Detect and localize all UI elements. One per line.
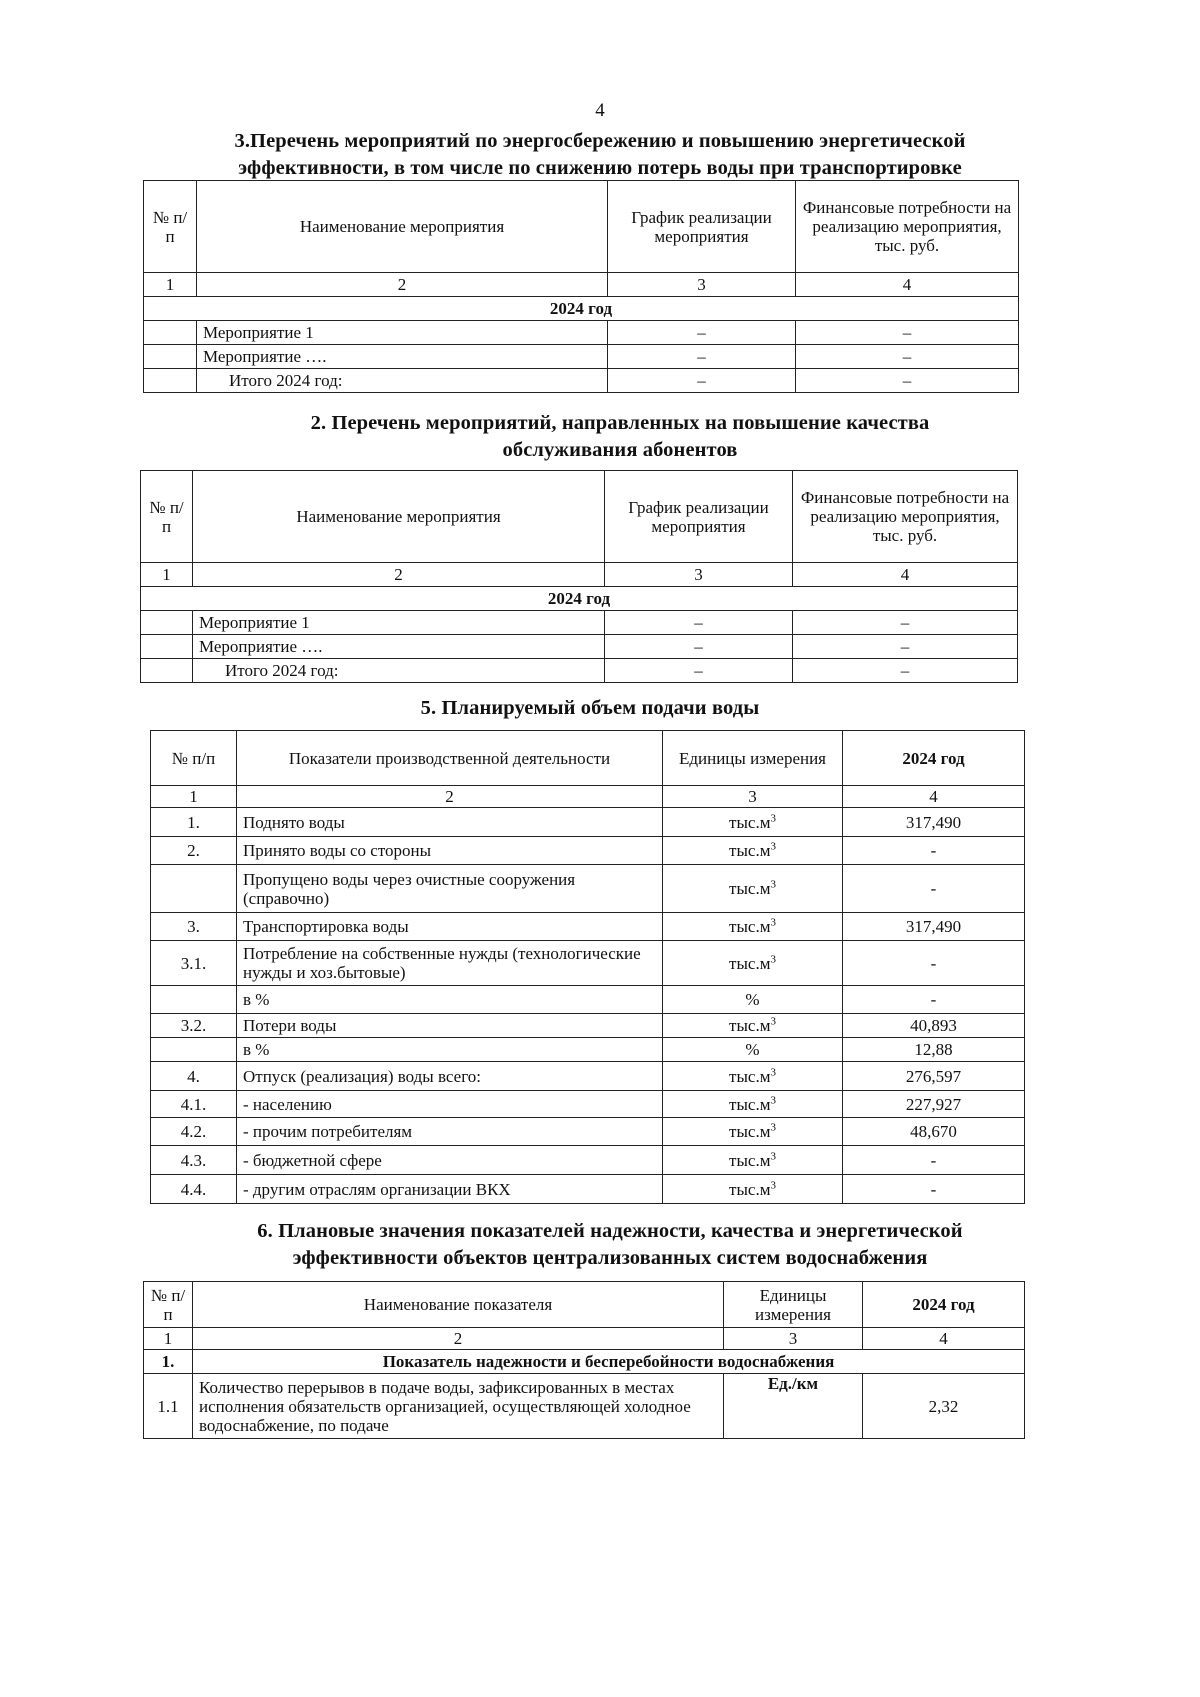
row-number: 4. xyxy=(151,1062,237,1091)
table-row xyxy=(144,369,1019,393)
section5-title: 5. Планируемый объем подачи воды xyxy=(420,697,760,719)
row-unit xyxy=(663,1146,843,1175)
row-unit xyxy=(663,941,843,986)
row-unit xyxy=(663,865,843,913)
header-row xyxy=(151,731,1025,786)
column-number: 2 xyxy=(193,1328,724,1350)
column-number: 4 xyxy=(843,786,1025,808)
column-number: 1 xyxy=(141,563,193,587)
row-schedule: – xyxy=(605,611,793,635)
header-col4: 2024 год xyxy=(843,731,1025,786)
row-unit xyxy=(663,1091,843,1118)
table-row xyxy=(151,1091,1025,1118)
column-number: 3 xyxy=(605,563,793,587)
table-row xyxy=(151,913,1025,941)
table-row xyxy=(144,1374,1025,1439)
unit-base: тыс.м xyxy=(729,879,771,898)
unit-base: тыс.м xyxy=(729,1122,771,1141)
unit-base: тыс.м xyxy=(729,812,771,832)
row-indicator-name: - населению xyxy=(237,1091,663,1118)
table-row xyxy=(151,808,1025,837)
unit-superscript: 3 xyxy=(770,1121,776,1134)
row-finance: – xyxy=(796,369,1019,393)
section3-title xyxy=(150,128,1050,182)
table-row xyxy=(144,345,1019,369)
row-number: 2. xyxy=(151,837,237,865)
row-indicator-name: в % xyxy=(237,986,663,1014)
row-name: Мероприятие …. xyxy=(197,345,608,369)
table-row xyxy=(141,611,1018,635)
header-row xyxy=(144,1282,1025,1328)
column-number: 1 xyxy=(144,1328,193,1350)
row-value: 12,88 xyxy=(843,1038,1025,1062)
header-number: № п/п xyxy=(144,181,197,273)
row-name: Итого 2024 год: xyxy=(197,369,608,393)
unit-superscript: 3 xyxy=(770,1149,776,1162)
row-indicator-name: Отпуск (реализация) воды всего: xyxy=(237,1062,663,1091)
unit-base: тыс.м xyxy=(729,1094,771,1114)
row-value: - xyxy=(843,1146,1025,1175)
row-value: - xyxy=(843,941,1025,986)
row-value: 317,490 xyxy=(843,808,1025,837)
row-value: 317,490 xyxy=(843,913,1025,941)
table-row xyxy=(151,1146,1025,1175)
row-value: - xyxy=(843,986,1025,1014)
table-row xyxy=(141,635,1018,659)
row-number: 4.2. xyxy=(151,1118,237,1146)
header-name: Наименование мероприятия xyxy=(197,181,608,273)
unit-superscript: 3 xyxy=(770,1015,776,1028)
row-schedule: – xyxy=(608,345,796,369)
section3-title-line2: эффективности, в том числе по снижению потерь воды при транспортировке xyxy=(238,157,962,179)
row-number: 3.1. xyxy=(151,941,237,986)
column-number: 2 xyxy=(197,273,608,297)
row-number xyxy=(144,321,197,345)
table-row xyxy=(151,941,1025,986)
row-unit xyxy=(663,837,843,865)
column-number: 4 xyxy=(796,273,1019,297)
row-unit xyxy=(663,913,843,941)
row-indicator-name: Потери воды xyxy=(237,1014,663,1038)
section6-table xyxy=(143,1281,1025,1439)
row-number xyxy=(151,865,237,913)
row-value: - xyxy=(843,837,1025,865)
unit-base: тыс.м xyxy=(729,1179,771,1199)
row-number xyxy=(144,345,197,369)
section6-title-line1: 6. Плановые значения показателей надежности, качества и энергетической xyxy=(257,1220,963,1242)
unit-superscript: 3 xyxy=(770,952,776,965)
header-row xyxy=(144,181,1019,273)
row-indicator-name: Количество перерывов в подаче воды, зафиксированных в местах исполнения обязательств организацией, осуществляющей холодное водоснабжение, по подаче xyxy=(193,1374,724,1439)
unit-base: тыс.м xyxy=(729,1016,771,1035)
row-schedule: – xyxy=(608,321,796,345)
column-number: 2 xyxy=(193,563,605,587)
section2-table xyxy=(140,470,1018,683)
row-number: 1. xyxy=(151,808,237,837)
row-value: 48,670 xyxy=(843,1118,1025,1146)
unit-superscript: 3 xyxy=(770,811,776,824)
section6-title xyxy=(160,1218,1060,1272)
year-label: 2024 год xyxy=(141,587,1018,611)
header-col3: Единицы измерения xyxy=(663,731,843,786)
unit-superscript: 3 xyxy=(770,1178,776,1191)
row-indicator-name: Поднято воды xyxy=(237,808,663,837)
unit-superscript: 3 xyxy=(770,1093,776,1106)
row-value: 276,597 xyxy=(843,1062,1025,1091)
group-number: 1. xyxy=(144,1350,193,1374)
group-name: Показатель надежности и бесперебойности водоснабжения xyxy=(193,1350,1025,1374)
header-number: № п/п xyxy=(144,1282,193,1328)
header-col4: Финансовые потребности на реализацию мероприятия, тыс. руб. xyxy=(796,181,1019,273)
table-row xyxy=(141,659,1018,683)
section2-title-line2: обслуживания абонентов xyxy=(502,439,738,461)
row-unit xyxy=(663,1175,843,1204)
table-row xyxy=(144,321,1019,345)
table-row xyxy=(151,1062,1025,1091)
table-row xyxy=(151,1038,1025,1062)
row-indicator-name: Принято воды со стороны xyxy=(237,837,663,865)
unit-base: тыс.м xyxy=(729,953,771,973)
row-value: 227,927 xyxy=(843,1091,1025,1118)
unit-superscript: 3 xyxy=(770,1065,776,1078)
section2-title-line1: 2. Перечень мероприятий, направленных на повышение качества xyxy=(310,412,930,434)
section2-title xyxy=(170,410,1070,464)
row-unit: % xyxy=(663,986,843,1014)
row-value: 2,32 xyxy=(863,1374,1025,1439)
row-number: 3.2. xyxy=(151,1014,237,1038)
column-numbers-row xyxy=(144,273,1019,297)
header-row xyxy=(141,471,1018,563)
section5-table xyxy=(150,730,1025,1204)
row-unit xyxy=(663,1118,843,1146)
row-schedule: – xyxy=(608,369,796,393)
column-number: 1 xyxy=(151,786,237,808)
unit-superscript: 3 xyxy=(770,878,776,891)
row-name: Итого 2024 год: xyxy=(193,659,605,683)
unit-superscript: 3 xyxy=(770,840,776,853)
column-number: 2 xyxy=(237,786,663,808)
row-number: 4.3. xyxy=(151,1146,237,1175)
row-number xyxy=(151,1038,237,1062)
section6-title-line2: эффективности объектов централизованных систем водоснабжения xyxy=(292,1247,928,1269)
table-row xyxy=(151,865,1025,913)
header-col3: График реализации мероприятия xyxy=(605,471,793,563)
column-numbers-row xyxy=(144,1328,1025,1350)
header-number: № п/п xyxy=(151,731,237,786)
row-finance: – xyxy=(793,659,1018,683)
row-name: Мероприятие …. xyxy=(193,635,605,659)
row-schedule: – xyxy=(605,635,793,659)
table-row xyxy=(151,986,1025,1014)
row-indicator-name: Потребление на собственные нужды (технологические нужды и хоз.бытовые) xyxy=(237,941,663,986)
row-indicator-name: - прочим потребителям xyxy=(237,1118,663,1146)
row-number: 3. xyxy=(151,913,237,941)
table-row xyxy=(151,837,1025,865)
header-name: Наименование мероприятия xyxy=(193,471,605,563)
header-name: Наименование показателя xyxy=(193,1282,724,1328)
row-schedule: – xyxy=(605,659,793,683)
row-number: 4.4. xyxy=(151,1175,237,1204)
page-number: 4 xyxy=(595,100,605,121)
header-col3: Единицы измерения xyxy=(724,1282,863,1328)
row-indicator-name: Пропущено воды через очистные сооружения (справочно) xyxy=(237,865,663,913)
header-col4: 2024 год xyxy=(863,1282,1025,1328)
row-finance: – xyxy=(793,611,1018,635)
column-number: 4 xyxy=(863,1328,1025,1350)
row-unit: Ед./км xyxy=(724,1374,863,1439)
table-row xyxy=(151,1175,1025,1204)
row-value: - xyxy=(843,865,1025,913)
header-col4: Финансовые потребности на реализацию мероприятия, тыс. руб. xyxy=(793,471,1018,563)
row-indicator-name: Транспортировка воды xyxy=(237,913,663,941)
group-row xyxy=(144,1350,1025,1374)
unit-base: тыс.м xyxy=(729,1066,771,1086)
year-label: 2024 год xyxy=(144,297,1019,321)
section3-table xyxy=(143,180,1019,393)
header-name: Показатели производственной деятельности xyxy=(237,731,663,786)
column-number: 3 xyxy=(608,273,796,297)
row-finance: – xyxy=(793,635,1018,659)
row-value: 40,893 xyxy=(843,1014,1025,1038)
row-indicator-name: в % xyxy=(237,1038,663,1062)
row-number: 1.1 xyxy=(144,1374,193,1439)
column-numbers-row xyxy=(151,786,1025,808)
row-unit xyxy=(663,1014,843,1038)
unit-superscript: 3 xyxy=(770,916,776,929)
row-name: Мероприятие 1 xyxy=(193,611,605,635)
table-row xyxy=(151,1118,1025,1146)
row-number xyxy=(141,611,193,635)
row-number: 4.1. xyxy=(151,1091,237,1118)
row-value: - xyxy=(843,1175,1025,1204)
section3-title-line1: 3.Перечень мероприятий по энергосбережению и повышению энергетической xyxy=(234,130,966,152)
column-number: 3 xyxy=(724,1328,863,1350)
table-row xyxy=(151,1014,1025,1038)
row-number xyxy=(151,986,237,1014)
unit-base: тыс.м xyxy=(729,1150,771,1170)
header-col3: График реализации мероприятия xyxy=(608,181,796,273)
row-unit: % xyxy=(663,1038,843,1062)
column-numbers-row xyxy=(141,563,1018,587)
row-name: Мероприятие 1 xyxy=(197,321,608,345)
unit-base: тыс.м xyxy=(729,841,771,860)
header-number: № п/п xyxy=(141,471,193,563)
row-number xyxy=(144,369,197,393)
year-row xyxy=(144,297,1019,321)
year-row xyxy=(141,587,1018,611)
row-number xyxy=(141,635,193,659)
unit-base: тыс.м xyxy=(729,917,771,936)
column-number: 3 xyxy=(663,786,843,808)
row-indicator-name: - другим отраслям организации ВКХ xyxy=(237,1175,663,1204)
row-number xyxy=(141,659,193,683)
row-indicator-name: - бюджетной сфере xyxy=(237,1146,663,1175)
row-unit xyxy=(663,1062,843,1091)
column-number: 4 xyxy=(793,563,1018,587)
row-finance: – xyxy=(796,345,1019,369)
row-unit xyxy=(663,808,843,837)
column-number: 1 xyxy=(144,273,197,297)
row-finance: – xyxy=(796,321,1019,345)
